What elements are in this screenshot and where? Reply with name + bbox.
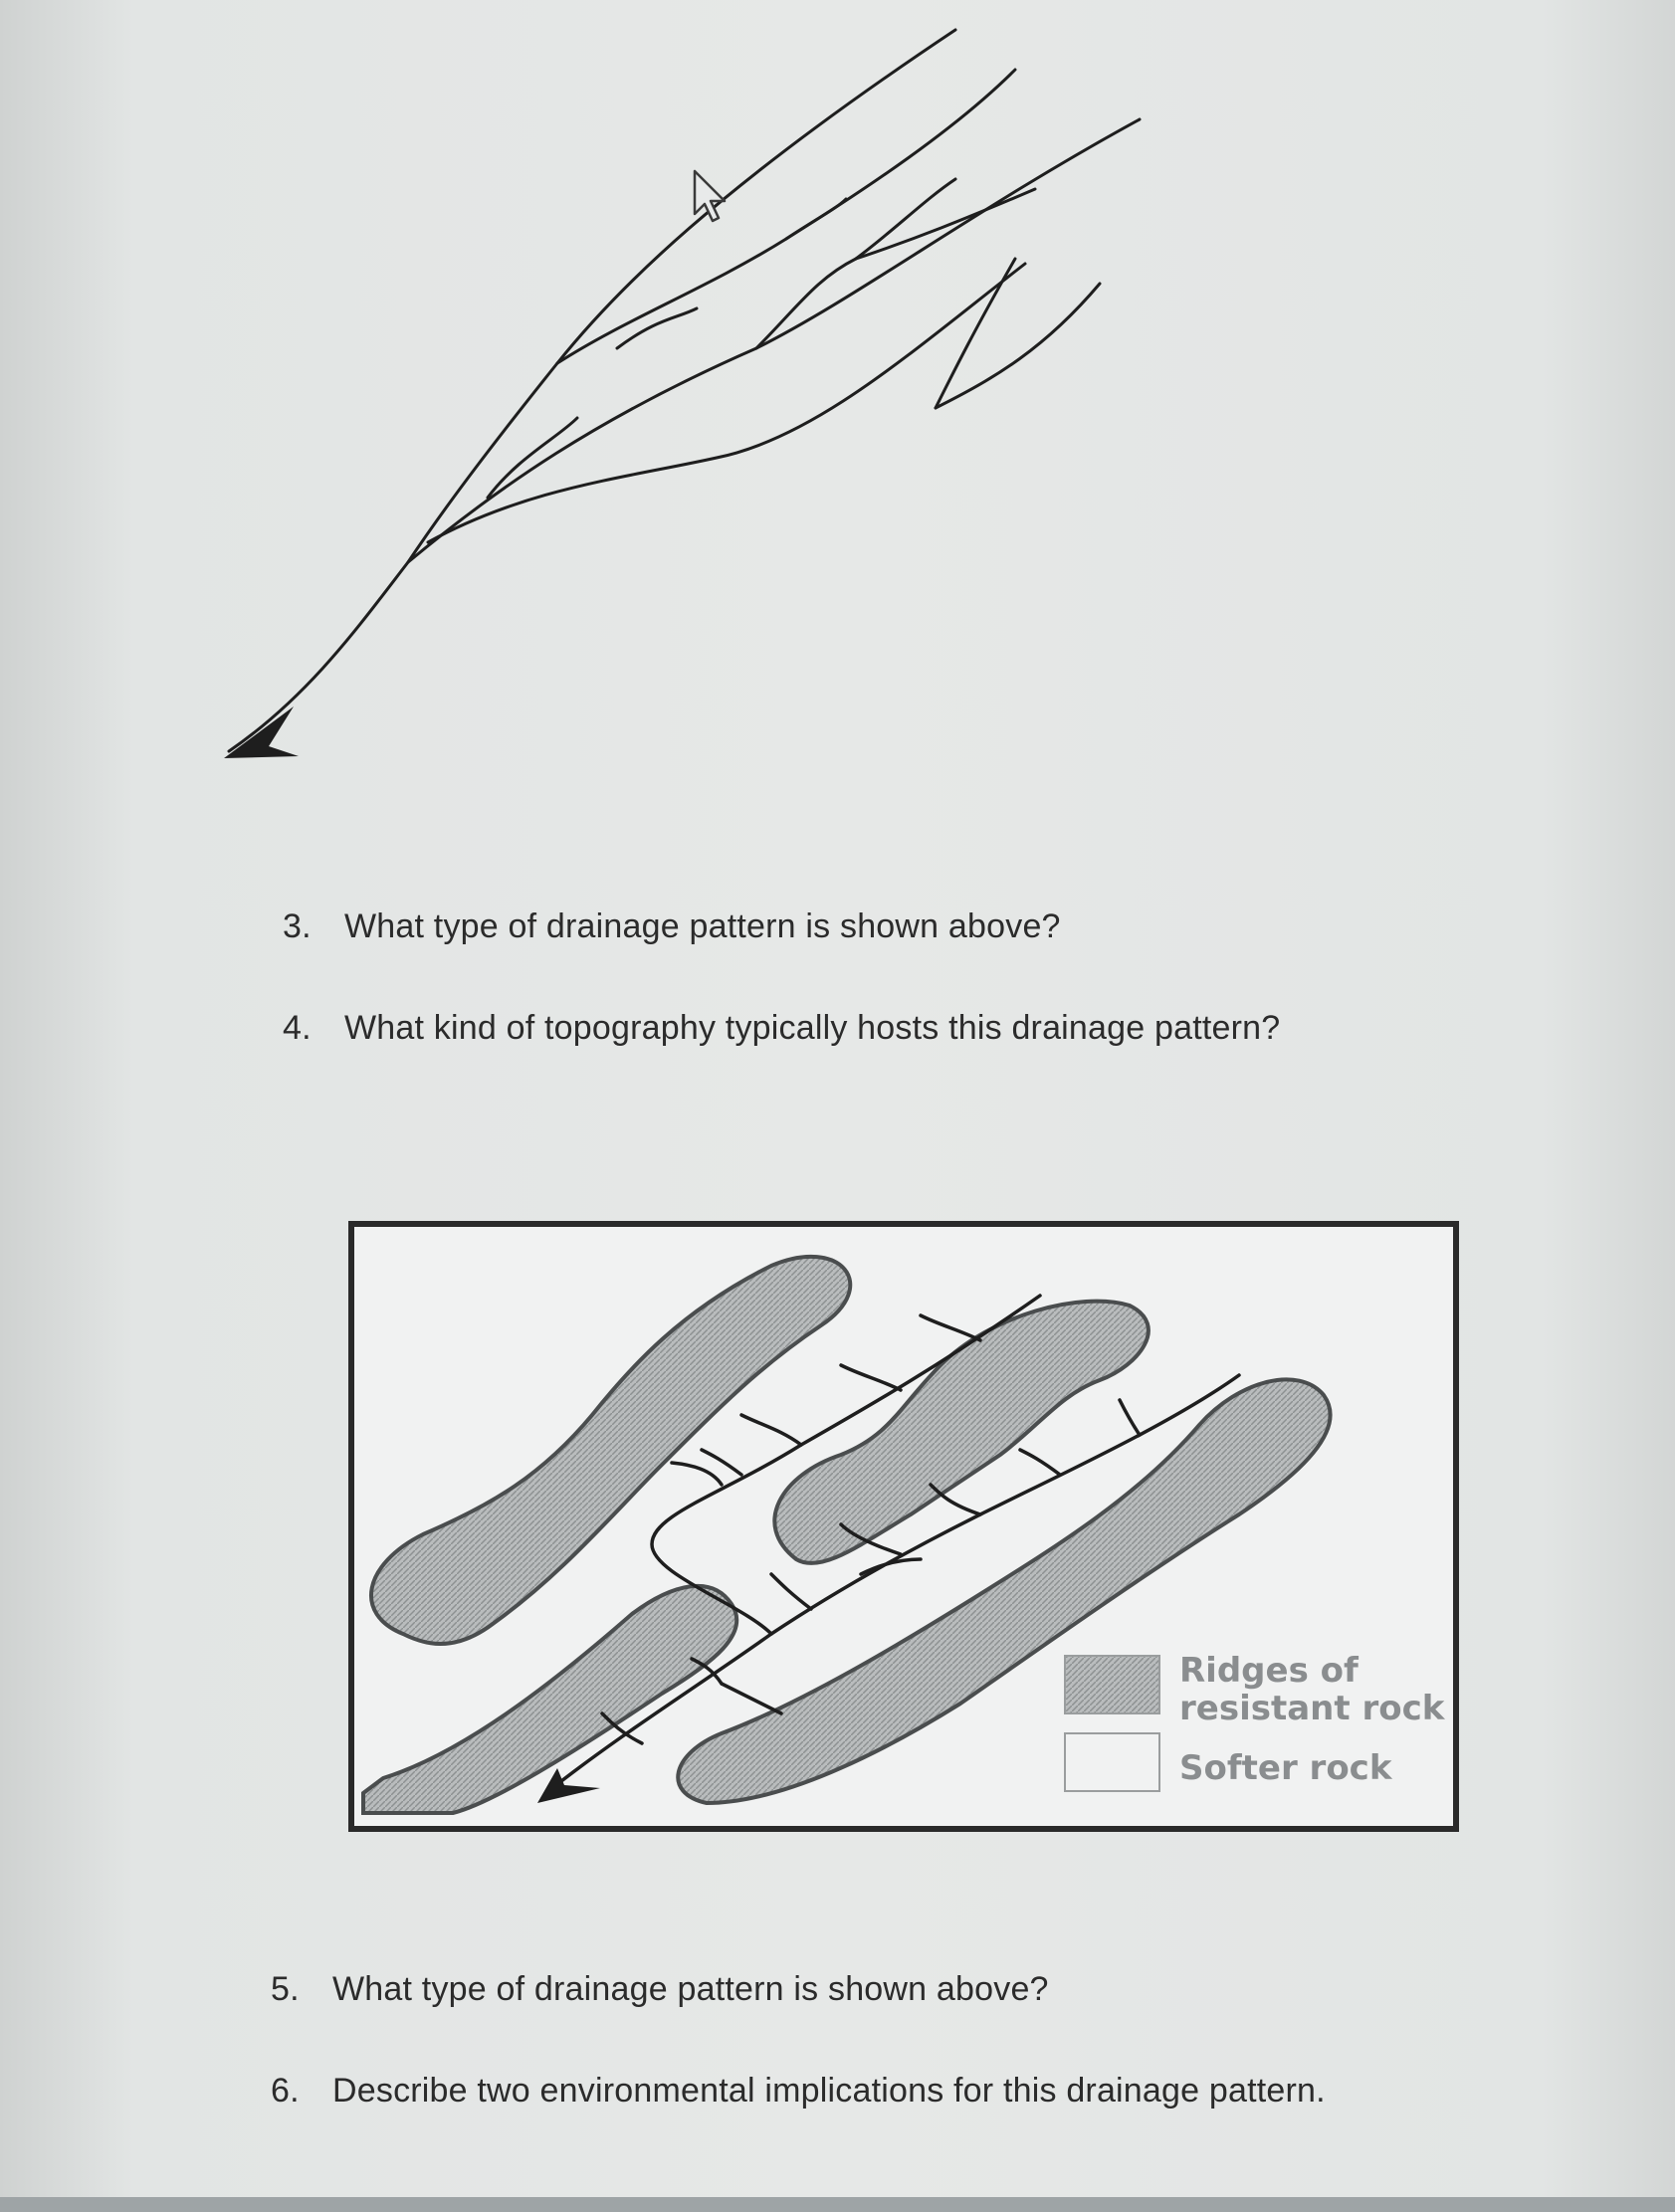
tributary [428,264,1025,542]
question-4 [283,1009,1280,1048]
question-number: 3. [283,907,312,945]
legend-swatch-ridges [1065,1656,1159,1713]
tributary [756,259,856,348]
dendritic-drainage-diagram [199,20,1174,776]
question-text: What type of drainage pattern is shown above? [344,907,1061,945]
mouse-pointer-icon [695,171,725,221]
tributary [488,418,577,498]
question-text: Describe two environmental implications for this drainage pattern. [332,2072,1326,2110]
question-3 [283,907,1061,946]
arrow-head-icon [224,706,299,758]
screen-bottom-edge [0,2197,1675,2212]
trellis-drainage-diagram [343,1216,1468,1841]
question-5 [271,1970,1049,2009]
main-stream [229,30,955,751]
question-number: 4. [283,1009,312,1047]
tributary [557,70,1015,363]
question-6 [271,2072,1326,2111]
tributary [936,284,1100,408]
question-text: What kind of topography typically hosts this drainage pattern? [344,1009,1281,1047]
tributary [856,179,955,259]
legend-swatch-softer [1065,1733,1159,1791]
question-number: 5. [271,1970,300,2008]
tributary [408,119,1140,562]
legend-label-ridges-line1: Ridges of [1179,1651,1359,1691]
tributary [617,308,697,348]
tributary [786,199,846,239]
question-text: What type of drainage pattern is shown above? [332,1970,1049,2008]
question-number: 6. [271,2072,300,2110]
tributary [856,189,1035,259]
legend-label-ridges-line2: resistant rock [1179,1689,1445,1728]
legend-label-softer: Softer rock [1179,1748,1392,1788]
